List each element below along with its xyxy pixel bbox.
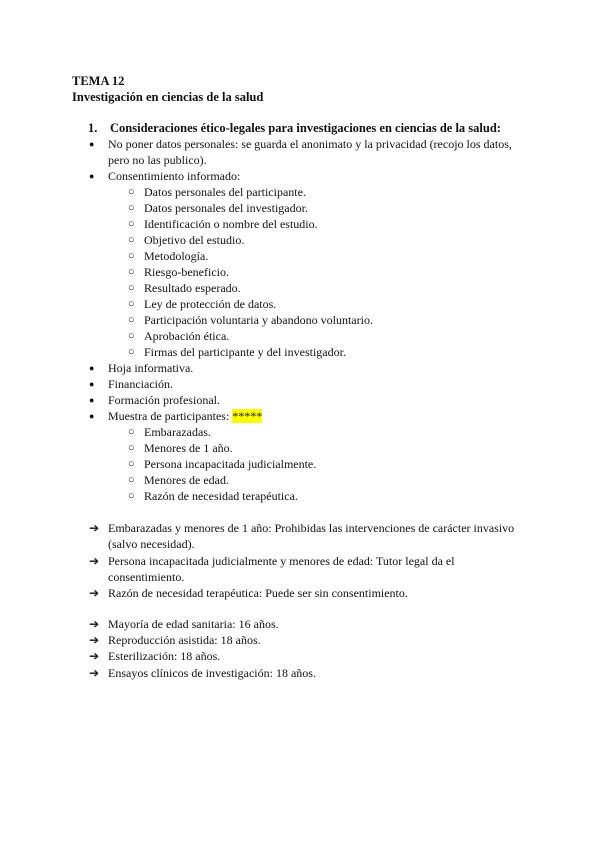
bullet-hollow-icon: ○: [128, 234, 135, 246]
arrow-item-line2: (salvo necesidad).: [108, 537, 195, 551]
bullet-hollow-icon: ○: [128, 202, 135, 214]
bullet-hollow-icon: ○: [128, 314, 135, 326]
bullet-muestra-text: Muestra de participantes:: [108, 409, 233, 423]
bullet-hollow-icon: ○: [128, 490, 135, 502]
bullet-filled-icon: ●: [89, 171, 95, 181]
document-title: TEMA 12: [72, 74, 125, 88]
arrow-item-line2: consentimiento.: [108, 570, 185, 584]
consentimiento-item: Ley de protección de datos.: [144, 297, 277, 311]
bullet-hollow-icon: ○: [128, 474, 135, 486]
arrow-item-line1: Razón de necesidad terapéutica: Puede ser sin consentimiento.: [108, 586, 408, 600]
arrow-right-icon: ➔: [89, 666, 100, 680]
consentimiento-item: Datos personales del participante.: [144, 185, 306, 199]
muestra-item: Razón de necesidad terapéutica.: [144, 489, 298, 503]
section-number: 1.: [88, 121, 98, 135]
bullet-datos-continuation: pero no las publico).: [108, 153, 207, 167]
bullet-financiacion: Financiación.: [108, 377, 173, 391]
bullet-filled-icon: ●: [89, 411, 95, 421]
bullet-filled-icon: ●: [89, 363, 95, 373]
arrow-right-icon: ➔: [89, 521, 100, 535]
consentimiento-item: Objetivo del estudio.: [144, 233, 245, 247]
bullet-hollow-icon: ○: [128, 298, 135, 310]
muestra-item: Menores de edad.: [144, 473, 229, 487]
arrow-item: Mayoría de edad sanitaria: 16 años.: [108, 617, 279, 631]
bullet-hollow-icon: ○: [128, 346, 135, 358]
muestra-item: Embarazadas.: [144, 425, 211, 439]
bullet-hollow-icon: ○: [128, 186, 135, 198]
section-heading: [88, 120, 528, 136]
arrow-item: Esterilización: 18 años.: [108, 649, 221, 663]
arrow-right-icon: ➔: [89, 554, 100, 568]
bullet-hollow-icon: ○: [128, 330, 135, 342]
consentimiento-item: Aprobación ética.: [144, 329, 230, 343]
consentimiento-item: Firmas del participante y del investigador.: [144, 345, 346, 359]
arrow-item: Reproducción asistida: 18 años.: [108, 633, 261, 647]
arrow-right-icon: ➔: [89, 633, 100, 647]
bullet-hollow-icon: ○: [128, 250, 135, 262]
bullet-datos: No poner datos personales: se guarda el anonimato y la privacidad (recojo los datos,: [108, 137, 512, 151]
section-heading-text: Consideraciones ético-legales para investigaciones en ciencias de la salud:: [110, 121, 501, 135]
bullet-filled-icon: ●: [89, 395, 95, 405]
bullet-consentimiento: Consentimiento informado:: [108, 169, 241, 183]
consentimiento-item: Participación voluntaria y abandono voluntario.: [144, 313, 373, 327]
bullet-hoja: Hoja informativa.: [108, 361, 194, 375]
arrow-item-line1: Persona incapacitada judicialmente y menores de edad: Tutor legal da el: [108, 554, 455, 568]
bullet-hollow-icon: ○: [128, 266, 135, 278]
consentimiento-item: Resultado esperado.: [144, 281, 241, 295]
bullet-hollow-icon: ○: [128, 426, 135, 438]
muestra-item: Persona incapacitada judicialmente.: [144, 457, 317, 471]
arrow-item-line1: Embarazadas y menores de 1 año: Prohibidas las intervenciones de carácter invasivo: [108, 521, 515, 535]
bullet-hollow-icon: ○: [128, 218, 135, 230]
bullet-hollow-icon: ○: [128, 282, 135, 294]
bullet-filled-icon: ●: [89, 379, 95, 389]
bullet-muestra: [108, 408, 262, 424]
arrow-item: Ensayos clínicos de investigación: 18 años.: [108, 666, 316, 680]
bullet-hollow-icon: ○: [128, 442, 135, 454]
bullet-formacion: Formación profesional.: [108, 393, 220, 407]
arrow-right-icon: ➔: [89, 586, 100, 600]
bullet-filled-icon: ●: [89, 139, 95, 149]
consentimiento-item: Identificación o nombre del estudio.: [144, 217, 318, 231]
bullet-hollow-icon: ○: [128, 458, 135, 470]
consentimiento-item: Datos personales del investigador.: [144, 201, 308, 215]
consentimiento-item: Metodología.: [144, 249, 209, 263]
document-subtitle: Investigación en ciencias de la salud: [72, 90, 264, 104]
arrow-right-icon: ➔: [89, 617, 100, 631]
highlight-mark: *****: [232, 409, 263, 423]
muestra-item: Menores de 1 año.: [144, 441, 233, 455]
consentimiento-item: Riesgo-beneficio.: [144, 265, 229, 279]
arrow-right-icon: ➔: [89, 649, 100, 663]
